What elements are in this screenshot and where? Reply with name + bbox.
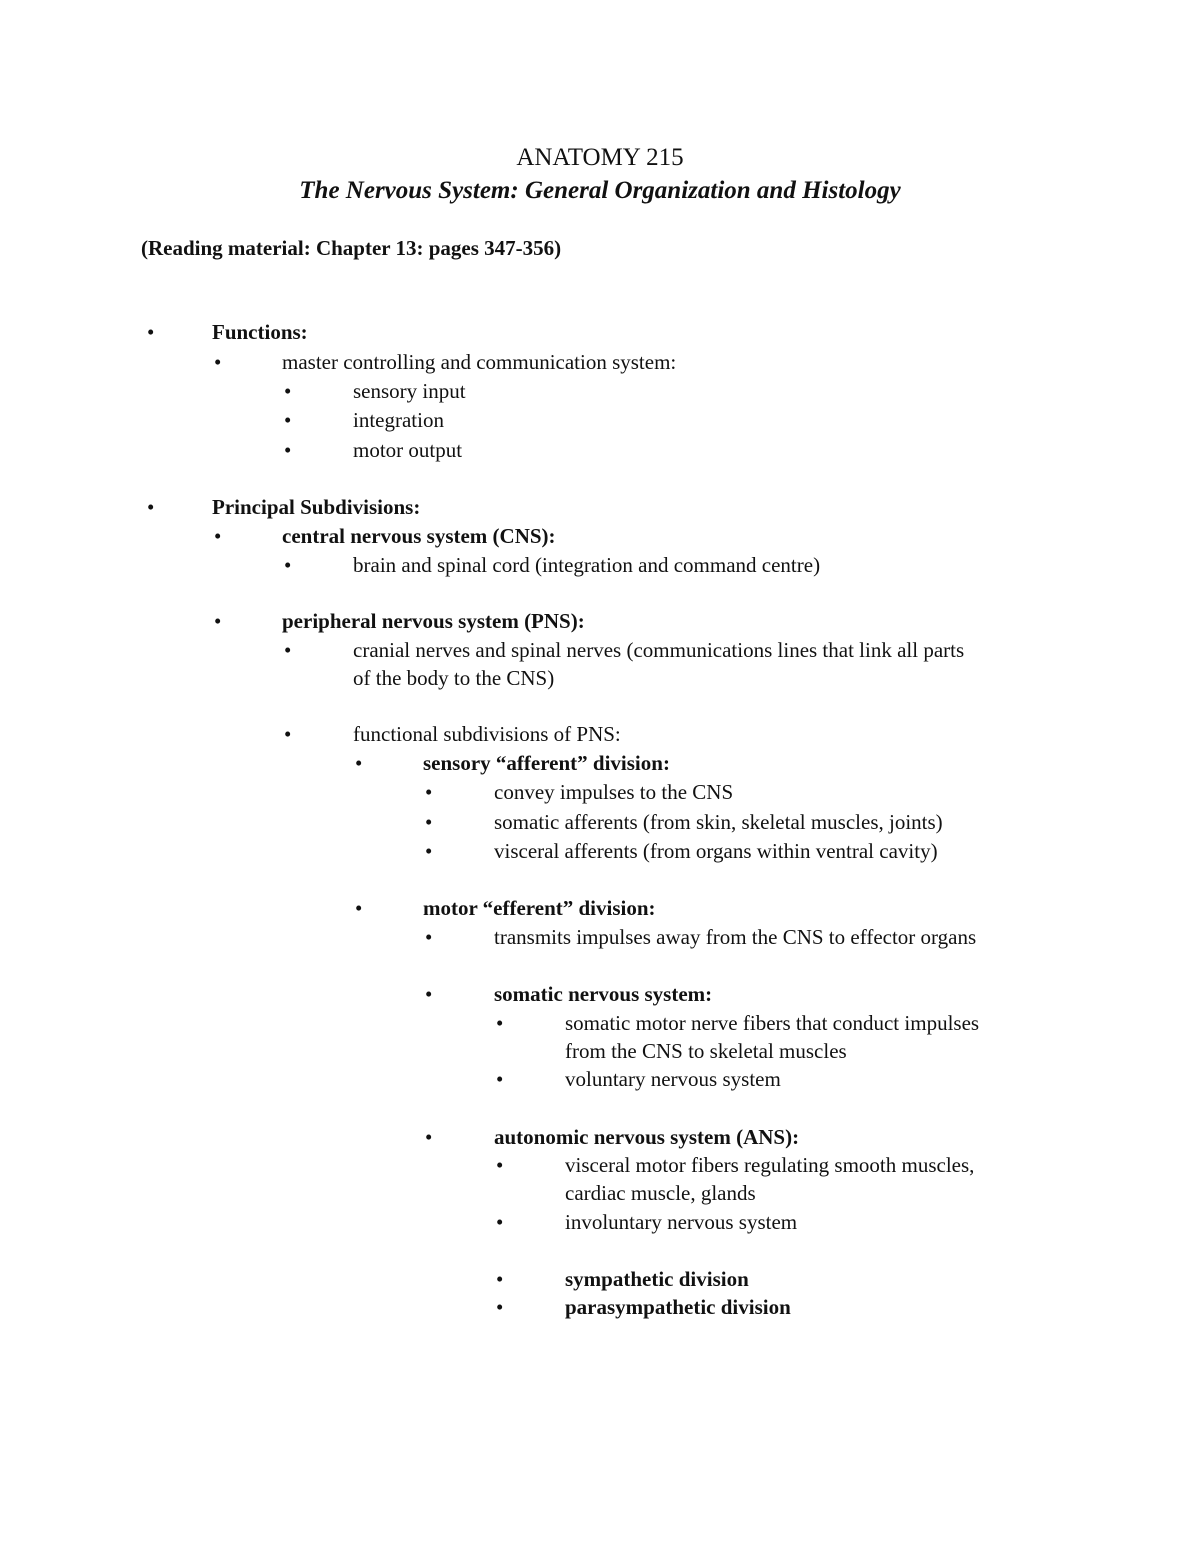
bullet-icon: • [425,1125,433,1149]
bullet-icon: • [496,1267,504,1291]
bullet-icon: • [425,810,433,834]
outline-item-text: integration [353,408,444,432]
outline-item-text: central nervous system (CNS): [282,524,556,548]
outline-item-text: Principal Subdivisions: [212,495,421,519]
outline-item [425,1123,800,1151]
outline-item [496,1293,791,1321]
outline-item-text: peripheral nervous system (PNS): [282,609,585,633]
bullet-icon: • [496,1067,504,1091]
outline-item-text: convey impulses to the CNS [494,780,734,804]
outline-item [425,837,938,865]
bullet-icon: • [496,1153,504,1177]
bullet-icon: • [284,553,292,577]
outline-item [284,636,965,692]
outline-item [147,493,421,521]
bullet-icon: • [284,722,292,746]
outline-item [496,1009,980,1065]
outline-item-text: sensory “afferent” division: [423,751,670,775]
outline-item-continuation: from the CNS to skeletal muscles [565,1039,847,1063]
bullet-icon: • [496,1210,504,1234]
outline-item-text: parasympathetic division [565,1295,791,1319]
outline-item-text: autonomic nervous system (ANS): [494,1125,800,1149]
outline-item-text: sensory input [353,379,466,403]
outline-item [425,923,977,951]
outline-item-text: somatic nervous system: [494,982,713,1006]
bullet-icon: • [496,1011,504,1035]
outline-item [284,436,463,464]
bullet-icon: • [284,379,292,403]
bullet-icon: • [147,320,155,344]
outline-item-text: motor “efferent” division: [423,896,656,920]
outline-item [496,1065,781,1093]
bullet-icon: • [425,982,433,1006]
outline-item-text: visceral motor fibers regulating smooth muscles, [565,1153,975,1177]
outline-item-text: involuntary nervous system [565,1210,798,1234]
bullet-icon: • [425,780,433,804]
bullet-icon: • [214,524,222,548]
outline-item-text: motor output [353,438,463,462]
outline-item [425,808,943,836]
outline-item [355,894,656,922]
reading-material-note: (Reading material: Chapter 13: pages 347-356) [141,236,562,260]
outline-item-text: somatic afferents (from skin, skeletal muscles, joints) [494,810,943,834]
outline-item-text: sympathetic division [565,1267,749,1291]
document-subtitle: The Nervous System: General Organization and Histology [299,177,901,204]
outline-item-text: cranial nerves and spinal nerves (communications lines that link all parts [353,638,965,662]
bullet-icon: • [284,638,292,662]
outline-item-text: visceral afferents (from organs within ventral cavity) [494,839,938,863]
outline-item [496,1265,749,1293]
outline-item-text: functional subdivisions of PNS: [353,722,621,746]
bullet-icon: • [214,609,222,633]
outline-item [284,551,821,579]
outline-item-continuation: cardiac muscle, glands [565,1181,756,1205]
outline-item-text: brain and spinal cord (integration and command centre) [353,553,821,577]
bullet-icon: • [355,896,363,920]
outline-item [425,778,734,806]
bullet-icon: • [284,408,292,432]
outline-item [214,522,556,550]
document-title: ANATOMY 215 [516,144,684,171]
outline-item [214,348,677,376]
bullet-icon: • [496,1295,504,1319]
bullet-icon: • [425,925,433,949]
outline-item [214,607,585,635]
outline-item [284,720,621,748]
outline-item-text: master controlling and communication system: [282,350,677,374]
bullet-icon: • [147,495,155,519]
outline-item [284,406,444,434]
bullet-icon: • [355,751,363,775]
outline-item-text: somatic motor nerve fibers that conduct impulses [565,1011,980,1035]
outline-item-text: Functions: [212,320,308,344]
bullet-icon: • [284,438,292,462]
outline-item [425,980,713,1008]
outline-item [147,318,308,346]
outline-item-continuation: of the body to the CNS) [353,666,555,690]
outline-item [355,749,670,777]
bullet-icon: • [425,839,433,863]
outline-item [496,1208,798,1236]
outline-item [496,1151,975,1207]
outline-item-text: voluntary nervous system [565,1067,781,1091]
bullet-icon: • [214,350,222,374]
outline-item [284,377,466,405]
outline-item-text: transmits impulses away from the CNS to effector organs [494,925,977,949]
